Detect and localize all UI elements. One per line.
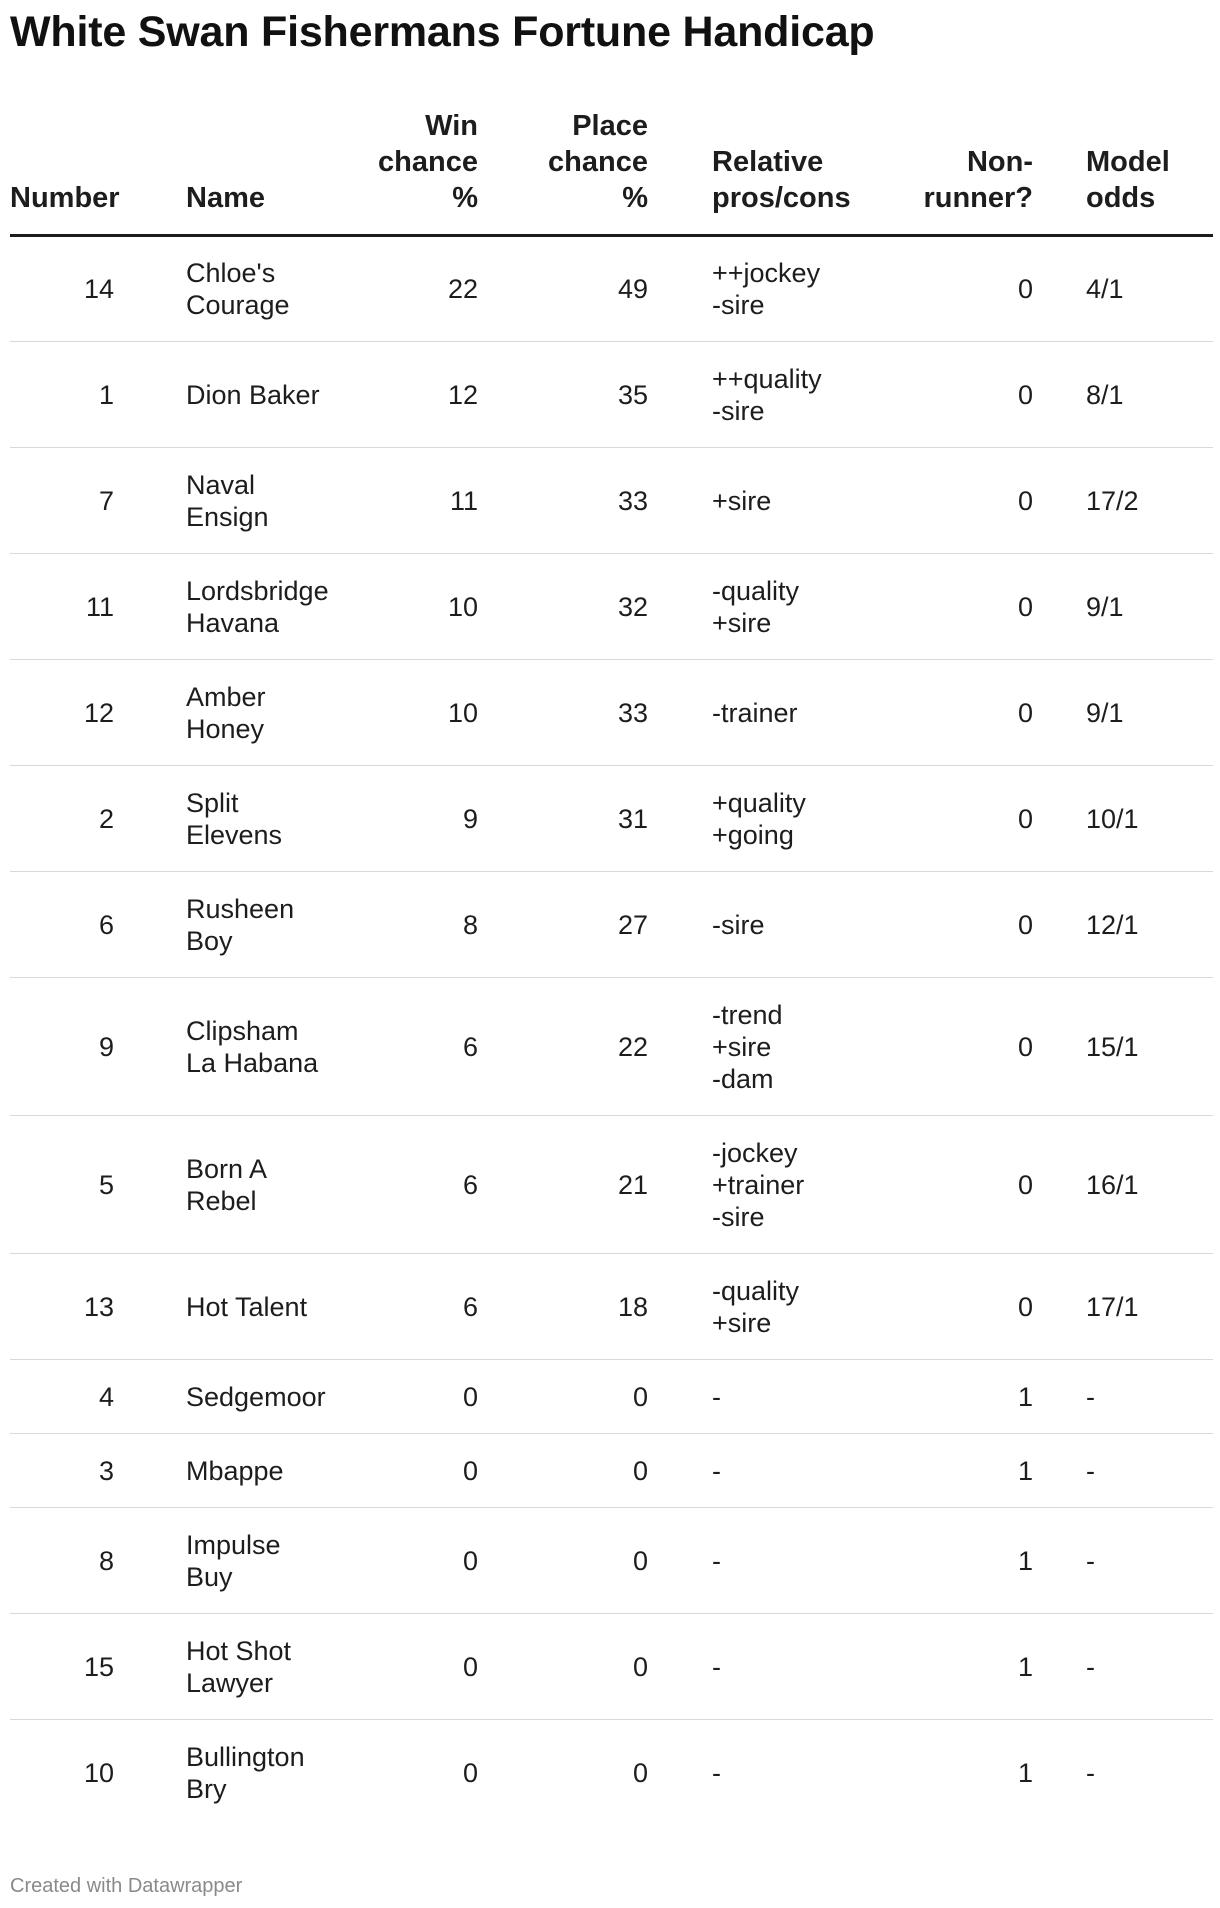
cell-non-runner: 0 <box>896 1116 1070 1254</box>
cell-win-chance: 6 <box>353 978 526 1116</box>
cell-place-chance: 0 <box>526 1508 696 1614</box>
cell-place-chance: 0 <box>632 1757 648 1788</box>
cell-model-odds: 15/1 <box>1070 978 1213 1116</box>
cell-non-runner: 0 <box>896 342 1070 448</box>
chart-title: White Swan Fishermans Fortune Handicap <box>10 8 875 56</box>
table-row <box>10 342 1213 448</box>
cell-horse-name: Clipsham La Habana <box>178 978 353 1116</box>
cell-win-chance: 8 <box>353 872 526 978</box>
table-header-row <box>10 108 1213 236</box>
cell-relative-pros-cons: ++jockey -sire <box>696 236 896 342</box>
cell-win-chance: 6 <box>353 1116 526 1254</box>
cell-relative-pros-cons: -quality +sire <box>696 554 896 660</box>
cell-model-odds: 9/1 <box>1070 660 1213 766</box>
cell-relative-pros-cons: +sire <box>696 448 896 554</box>
cell-relative-pros-cons: -trend +sire -dam <box>696 978 896 1116</box>
cell-model-odds: 12/1 <box>1070 872 1213 978</box>
cell-horse-name: Bullington Bry <box>186 1741 305 1804</box>
cell-non-runner: 0 <box>896 978 1070 1116</box>
cell-number: 3 <box>10 1434 178 1508</box>
cell-number: 1 <box>10 342 178 448</box>
cell-non-runner: 0 <box>896 1254 1070 1360</box>
cell-win-chance: 9 <box>353 766 526 872</box>
cell-win-chance: 0 <box>353 1614 526 1720</box>
cell-non-runner: 0 <box>896 872 1070 978</box>
header-place-chance[interactable]: Place chance % <box>526 108 696 236</box>
cell-place-chance: 0 <box>526 1360 696 1434</box>
cell-horse-name: Rusheen Boy <box>178 872 353 978</box>
cell-model-odds: 9/1 <box>1070 554 1213 660</box>
cell-place-chance: 21 <box>526 1116 696 1254</box>
cell-horse-name: Dion Baker <box>178 342 353 448</box>
cell-number: 13 <box>10 1254 178 1360</box>
cell-number: 10 <box>83 1757 114 1788</box>
header-win-chance[interactable]: Win chance % <box>353 108 526 236</box>
cell-place-chance: 0 <box>526 1614 696 1720</box>
header-relative-pros-cons[interactable]: Relative pros/cons <box>696 108 896 236</box>
cell-model-odds: 10/1 <box>1070 766 1213 872</box>
cell-model-odds: 17/1 <box>1070 1254 1213 1360</box>
cell-win-chance: 0 <box>353 1508 526 1614</box>
cell-number: 2 <box>10 766 178 872</box>
cell-place-chance: 27 <box>526 872 696 978</box>
cell-number: 11 <box>10 554 178 660</box>
cell-number: 8 <box>10 1508 178 1614</box>
cell-model-odds: 17/2 <box>1070 448 1213 554</box>
cell-relative-pros-cons: - <box>696 1360 896 1434</box>
cell-horse-name: Split Elevens <box>178 766 353 872</box>
cell-model-odds: 8/1 <box>1070 342 1213 448</box>
cell-relative-pros-cons: - <box>696 1434 896 1508</box>
cell-win-chance: 10 <box>353 554 526 660</box>
results-table-container <box>10 108 1213 1826</box>
cell-place-chance: 31 <box>526 766 696 872</box>
table-row <box>10 1434 1213 1508</box>
cell-relative-pros-cons: +quality +going <box>696 766 896 872</box>
header-name[interactable]: Name <box>178 108 353 236</box>
table-row <box>10 872 1213 978</box>
cell-win-chance: 0 <box>462 1757 478 1788</box>
cell-number: 7 <box>10 448 178 554</box>
cell-number: 15 <box>10 1614 178 1720</box>
cell-horse-name: Chloe's Courage <box>178 236 353 342</box>
cell-horse-name: Mbappe <box>178 1434 353 1508</box>
cell-place-chance: 35 <box>526 342 696 448</box>
table-row <box>10 1614 1213 1720</box>
header-number[interactable]: Number <box>10 108 178 236</box>
cell-place-chance: 0 <box>526 1434 696 1508</box>
cell-horse-name: Lordsbridge Havana <box>178 554 353 660</box>
table-row <box>10 978 1213 1116</box>
cell-place-chance: 18 <box>526 1254 696 1360</box>
table-row <box>10 766 1213 872</box>
cell-non-runner: 1 <box>896 1614 1070 1720</box>
cell-non-runner: 0 <box>896 660 1070 766</box>
cell-win-chance: 11 <box>353 448 526 554</box>
cell-win-chance: 12 <box>353 342 526 448</box>
cell-non-runner: 1 <box>1017 1757 1033 1788</box>
cell-model-odds: - <box>1070 1508 1213 1614</box>
cell-win-chance: 22 <box>353 236 526 342</box>
cell-non-runner: 0 <box>896 554 1070 660</box>
cell-relative-pros-cons: -sire <box>696 872 896 978</box>
cell-non-runner: 1 <box>896 1360 1070 1434</box>
table-row <box>10 1508 1213 1614</box>
cell-model-odds: - <box>1070 1360 1213 1434</box>
table-row <box>10 448 1213 554</box>
cell-horse-name: Impulse Buy <box>178 1508 353 1614</box>
cell-non-runner: 1 <box>896 1434 1070 1508</box>
table-row <box>10 1254 1213 1360</box>
table-row <box>10 1360 1213 1434</box>
table-body <box>10 236 1213 1826</box>
cell-relative-pros-cons: -jockey +trainer -sire <box>696 1116 896 1254</box>
cell-horse-name: Hot Shot Lawyer <box>178 1614 353 1720</box>
cell-relative-pros-cons: -quality +sire <box>696 1254 896 1360</box>
cell-place-chance: 33 <box>526 660 696 766</box>
table-row <box>10 660 1213 766</box>
cell-number: 12 <box>10 660 178 766</box>
cell-non-runner: 0 <box>896 236 1070 342</box>
cell-win-chance: 6 <box>353 1254 526 1360</box>
cell-non-runner: 1 <box>896 1508 1070 1614</box>
header-model-odds[interactable]: Model odds <box>1070 108 1213 236</box>
cell-place-chance: 32 <box>526 554 696 660</box>
table-row <box>10 1720 1213 1826</box>
cell-horse-name: Naval Ensign <box>178 448 353 554</box>
cell-relative-pros-cons: -trainer <box>696 660 896 766</box>
cell-relative-pros-cons: ++quality -sire <box>696 342 896 448</box>
cell-number: 14 <box>10 236 178 342</box>
cell-horse-name: Sedgemoor <box>178 1360 353 1434</box>
cell-model-odds: 4/1 <box>1070 236 1213 342</box>
cell-place-chance: 33 <box>526 448 696 554</box>
cell-horse-name: Born A Rebel <box>178 1116 353 1254</box>
table-row <box>10 236 1213 342</box>
cell-non-runner: 0 <box>896 448 1070 554</box>
cell-win-chance: 0 <box>353 1360 526 1434</box>
cell-relative-pros-cons: - <box>696 1614 896 1720</box>
cell-horse-name: Hot Talent <box>178 1254 353 1360</box>
table-row <box>10 554 1213 660</box>
cell-number: 9 <box>10 978 178 1116</box>
cell-model-odds: - <box>1086 1757 1095 1788</box>
results-table <box>10 108 1213 1826</box>
cell-number: 5 <box>10 1116 178 1254</box>
cell-place-chance: 22 <box>526 978 696 1116</box>
cell-relative-pros-cons: - <box>696 1508 896 1614</box>
cell-model-odds: 16/1 <box>1070 1116 1213 1254</box>
cell-model-odds: - <box>1070 1434 1213 1508</box>
cell-win-chance: 10 <box>353 660 526 766</box>
cell-number: 4 <box>10 1360 178 1434</box>
cell-win-chance: 0 <box>353 1434 526 1508</box>
datawrapper-credit: Created with Datawrapper <box>10 1875 243 1897</box>
cell-model-odds: - <box>1070 1614 1213 1720</box>
cell-horse-name: Amber Honey <box>178 660 353 766</box>
cell-number: 6 <box>10 872 178 978</box>
cell-place-chance: 49 <box>526 236 696 342</box>
table-row <box>10 1116 1213 1254</box>
header-non-runner[interactable]: Non- runner? <box>896 108 1070 236</box>
cell-relative-pros-cons: - <box>712 1757 721 1788</box>
cell-non-runner: 0 <box>896 766 1070 872</box>
